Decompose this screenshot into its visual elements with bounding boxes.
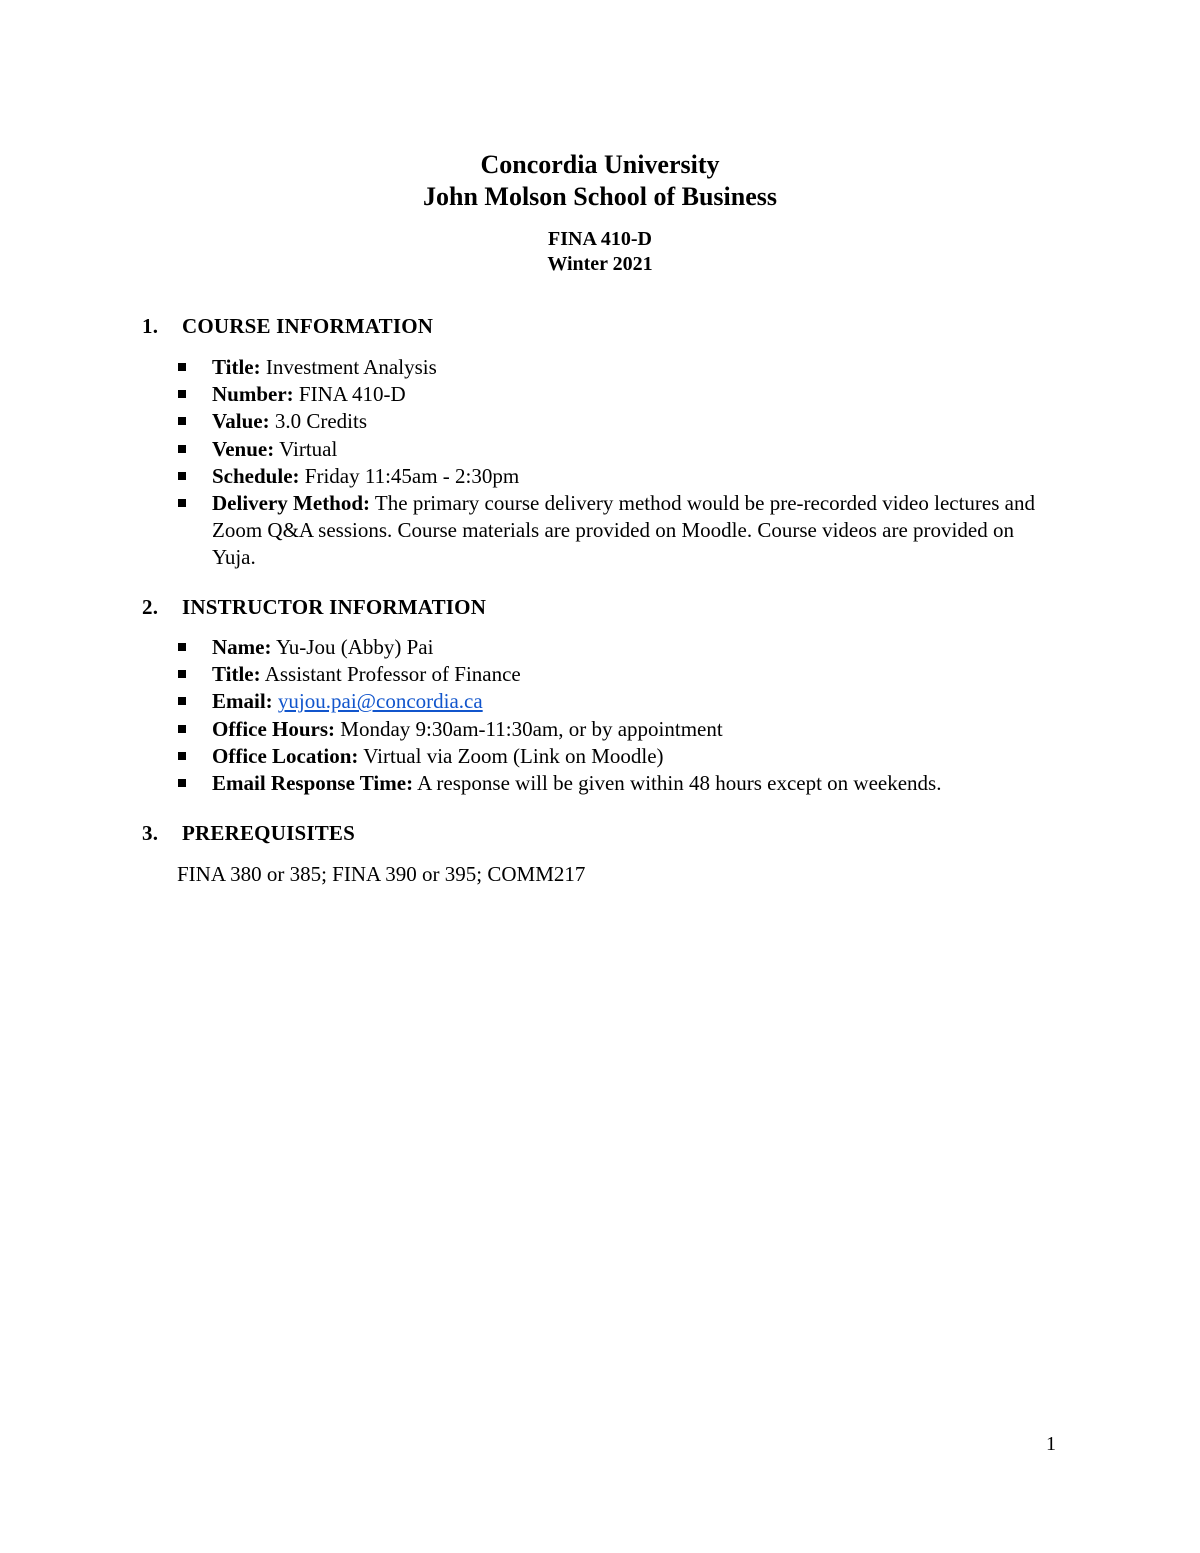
item-label: Name: xyxy=(212,635,272,659)
item-label: Email: xyxy=(212,689,273,714)
bullet-icon xyxy=(178,697,186,705)
section-number: 1. xyxy=(142,314,159,338)
bullet-icon xyxy=(178,643,186,651)
item-value: Monday 9:30am-11:30am, or by appointment xyxy=(335,716,723,741)
item-label: Email Response Time: xyxy=(212,771,414,796)
list-item xyxy=(0,463,1042,490)
bullet-icon xyxy=(178,390,186,398)
bullet-icon xyxy=(178,499,186,507)
list-item xyxy=(0,743,1042,770)
item-label: Title: xyxy=(212,662,261,687)
item-value: Virtual via Zoom (Link on Moodle) xyxy=(358,743,664,768)
item-value: The primary course delivery method would be pre-recorded video lectures and Zoom Q&A sessions. Course materials are provided on Moodle. Course videos are provided on Yuja. xyxy=(212,491,1035,570)
item-value: Investment Analysis xyxy=(260,355,437,379)
university-name: Concordia University xyxy=(480,150,720,179)
item-value: Yu-Jou (Abby) Pai xyxy=(271,635,434,659)
bullet-icon xyxy=(178,752,186,760)
item-label: Office Location: xyxy=(212,743,359,768)
list-item xyxy=(0,661,1042,688)
section-title: COURSE INFORMATION xyxy=(182,314,434,338)
bullet-icon xyxy=(178,779,186,787)
course-code: FINA 410-D xyxy=(548,228,652,250)
list-item xyxy=(0,634,1042,661)
item-value: FINA 410-D xyxy=(293,382,406,407)
course-information-list xyxy=(0,354,1042,572)
course-term: Winter 2021 xyxy=(547,253,653,275)
section-title: PREREQUISITES xyxy=(182,821,355,845)
item-label: Office Hours: xyxy=(212,716,336,741)
bullet-icon xyxy=(178,445,186,453)
item-value: Friday 11:45am - 2:30pm xyxy=(299,463,520,488)
section-heading-instructor-information xyxy=(142,595,486,620)
item-value: 3.0 Credits xyxy=(269,409,367,434)
list-item xyxy=(0,716,1042,743)
list-item xyxy=(0,436,1042,463)
list-item xyxy=(0,381,1042,408)
bullet-icon xyxy=(178,725,186,733)
school-name: John Molson School of Business xyxy=(423,182,777,211)
item-value: Virtual xyxy=(274,436,338,461)
bullet-icon xyxy=(178,670,186,678)
page-number: 1 xyxy=(1046,1433,1056,1455)
section-heading-prerequisites xyxy=(142,821,355,846)
item-label: Delivery Method: xyxy=(212,491,371,516)
instructor-information-list xyxy=(0,634,1042,797)
item-label: Number: xyxy=(212,382,294,407)
bullet-icon xyxy=(178,472,186,480)
list-item xyxy=(0,490,1042,572)
item-label: Venue: xyxy=(212,436,275,461)
email-link[interactable]: yujou.pai@concordia.ca xyxy=(277,689,483,714)
bullet-icon xyxy=(178,363,186,371)
bullet-icon xyxy=(178,417,186,425)
section-number: 3. xyxy=(142,821,159,845)
section-number: 2. xyxy=(142,595,159,619)
item-label: Schedule: xyxy=(212,463,300,488)
item-value: Assistant Professor of Finance xyxy=(260,662,521,687)
section-heading-course-information xyxy=(142,314,433,339)
section-title: INSTRUCTOR INFORMATION xyxy=(182,595,487,619)
item-label: Title: xyxy=(212,355,261,379)
list-item xyxy=(0,688,1042,715)
prerequisites-text: FINA 380 or 385; FINA 390 or 395; COMM217 xyxy=(177,862,586,886)
list-item xyxy=(0,770,1042,797)
item-label: Value: xyxy=(212,409,270,434)
list-item xyxy=(0,408,1042,435)
list-item xyxy=(0,354,1042,381)
item-value: A response will be given within 48 hours except on weekends. xyxy=(413,771,942,796)
